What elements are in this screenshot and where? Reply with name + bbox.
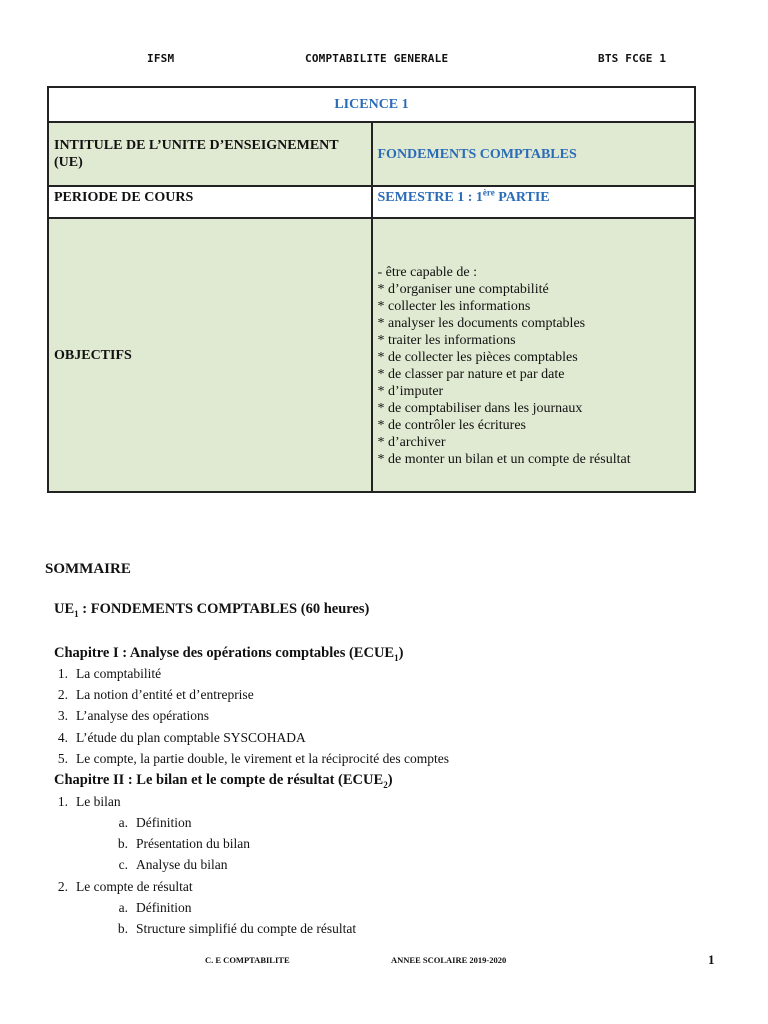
item-number: 4. xyxy=(57,730,68,745)
ue-table-title: LICENCE 1 xyxy=(48,87,695,122)
chap2-subitem xyxy=(110,857,227,873)
ue-periode-label: PERIODE DE COURS xyxy=(48,186,372,218)
item-number: 2. xyxy=(57,687,68,702)
objective-item: * de collecter les pièces comptables xyxy=(377,350,578,365)
subitem-letter: b. xyxy=(117,836,128,851)
header-left: IFSM xyxy=(147,52,175,65)
item-number: 5. xyxy=(57,751,68,766)
chap2-subitem xyxy=(110,900,192,916)
ue-table-title-row xyxy=(48,87,695,122)
footer-left: C. E COMPTABILITE xyxy=(205,955,290,965)
objective-item: - être capable de : xyxy=(377,265,477,280)
sommaire-title: SOMMAIRE xyxy=(45,561,131,577)
subitem-text: Analyse du bilan xyxy=(136,857,228,872)
item-text: La notion d’entité et d’entreprise xyxy=(76,687,254,702)
chap2-item xyxy=(46,794,121,810)
ue-heading-pre: UE xyxy=(54,601,75,617)
chap2-pre: Chapitre II : Le bilan et le compte de résultat (ECUE xyxy=(54,772,384,788)
item-text: L’analyse des opérations xyxy=(76,708,209,723)
chap2-item xyxy=(46,879,193,895)
chap2-subitem xyxy=(110,815,192,831)
objective-item: * de monter un bilan et un compte de résultat xyxy=(377,452,631,467)
ue-heading xyxy=(54,601,369,619)
ue-objectifs-list xyxy=(372,218,696,492)
objective-item: * collecter les informations xyxy=(377,299,531,314)
chap2-sub: 2 xyxy=(383,779,388,790)
ue-heading-sub: 1 xyxy=(74,608,79,619)
page-number: 1 xyxy=(708,952,715,967)
ue-row-periode xyxy=(48,186,695,218)
chap2-post: ) xyxy=(387,772,393,788)
ue-table xyxy=(47,86,696,493)
item-text: Le compte de résultat xyxy=(76,879,193,894)
ue-intitule-value: FONDEMENTS COMPTABLES xyxy=(372,122,696,186)
ue-periode-value xyxy=(372,186,696,218)
subitem-letter: a. xyxy=(118,900,128,915)
subitem-letter: a. xyxy=(118,815,128,830)
chapitre-2-heading xyxy=(54,772,393,790)
subitem-letter: b. xyxy=(117,921,128,936)
subitem-letter: c. xyxy=(118,857,128,872)
chap2-subitem xyxy=(110,836,250,852)
item-number: 1. xyxy=(57,794,68,809)
item-text: Le bilan xyxy=(76,794,121,809)
objective-item: * analyser les documents comptables xyxy=(377,316,586,331)
chap1-item xyxy=(46,666,161,682)
chap1-item xyxy=(46,730,306,746)
ue-heading-post: : FONDEMENTS COMPTABLES (60 heures) xyxy=(78,601,370,617)
periode-sup: ère xyxy=(482,187,495,198)
header-right: BTS FCGE 1 xyxy=(598,52,667,65)
chap1-pre: Chapitre I : Analyse des opérations comptables (ECUE xyxy=(54,645,395,661)
subitem-text: Présentation du bilan xyxy=(136,836,250,851)
item-text: La comptabilité xyxy=(76,666,162,681)
chapitre-1-heading xyxy=(54,645,403,663)
objective-item: * d’archiver xyxy=(377,435,446,450)
item-text: Le compte, la partie double, le virement et la réciprocité des comptes xyxy=(76,751,449,766)
item-text: L’étude du plan comptable SYSCOHADA xyxy=(76,730,306,745)
ue-row-intitule xyxy=(48,122,695,186)
objective-item: * de comptabiliser dans les journaux xyxy=(377,401,583,416)
objective-item: * d’imputer xyxy=(377,384,444,399)
item-number: 1. xyxy=(57,666,68,681)
ue-row-objectifs xyxy=(48,218,695,492)
chap1-item xyxy=(46,751,449,767)
item-number: 2. xyxy=(57,879,68,894)
subitem-text: Définition xyxy=(136,815,192,830)
objective-item: * d’organiser une comptabilité xyxy=(377,282,549,297)
chap1-post: ) xyxy=(398,645,404,661)
objective-item: * de contrôler les écritures xyxy=(377,418,526,433)
item-number: 3. xyxy=(57,708,68,723)
objective-item: * traiter les informations xyxy=(377,333,516,348)
chap1-sub: 1 xyxy=(394,652,399,663)
footer-center: ANNEE SCOLAIRE 2019-2020 xyxy=(391,955,507,965)
subitem-text: Structure simplifié du compte de résultat xyxy=(136,921,357,936)
chap1-item xyxy=(46,708,209,724)
chap1-item xyxy=(46,687,254,703)
ue-objectifs-label: OBJECTIFS xyxy=(48,218,372,492)
header-center: COMPTABILITE GENERALE xyxy=(305,52,449,65)
periode-pre: SEMESTRE 1 : 1 xyxy=(377,190,483,205)
subitem-text: Définition xyxy=(136,900,192,915)
ue-intitule-label: INTITULE DE L’UNITE D’ENSEIGNEMENT (UE) xyxy=(48,122,372,186)
periode-post: PARTIE xyxy=(494,190,550,205)
chap2-subitem xyxy=(110,921,356,937)
objective-item: * de classer par nature et par date xyxy=(377,367,565,382)
